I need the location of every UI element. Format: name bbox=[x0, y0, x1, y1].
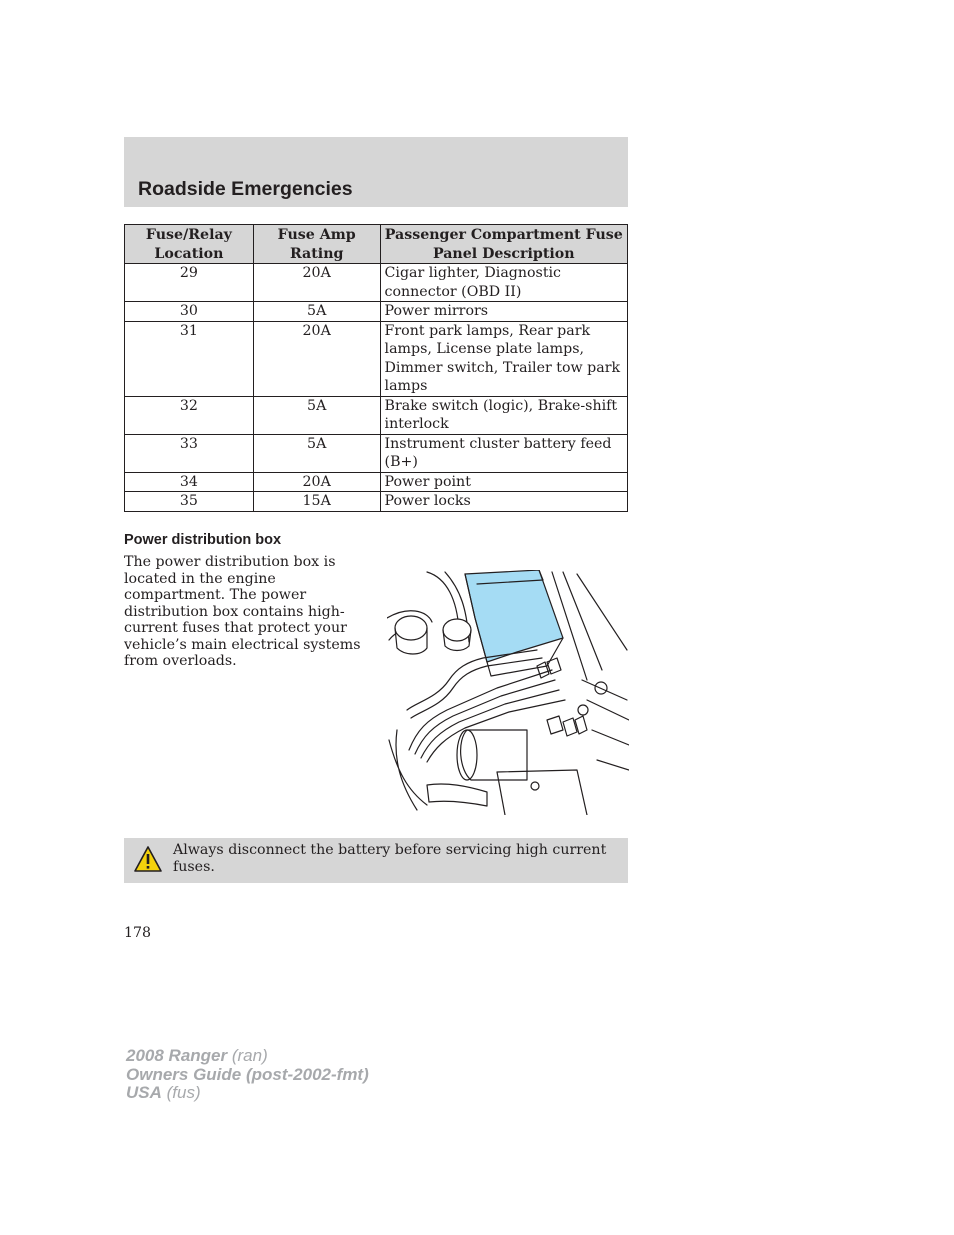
cell-location: 31 bbox=[125, 321, 254, 396]
subsection-heading: Power distribution box bbox=[124, 532, 282, 548]
cell-location: 35 bbox=[125, 492, 254, 512]
warning-triangle-icon bbox=[133, 845, 163, 873]
cell-location: 34 bbox=[125, 472, 254, 492]
footer-line-1: 2008 Ranger (ran) bbox=[126, 1046, 268, 1065]
cell-amp: 5A bbox=[253, 302, 380, 322]
section-title: Roadside Emergencies bbox=[138, 178, 353, 200]
cell-description: Power mirrors bbox=[380, 302, 627, 322]
cell-location: 32 bbox=[125, 396, 254, 434]
cell-amp: 20A bbox=[253, 264, 380, 302]
body-paragraph: The power distribution box is located in the engine compartment. The power distribution box contains high-current fuses that protect your vehicle’s main electrical systems from overloads. bbox=[124, 554, 361, 669]
table-header-row bbox=[125, 225, 628, 264]
power-distribution-box-illustration bbox=[387, 570, 629, 815]
cell-description: Cigar lighter, Diagnostic connector (OBD II) bbox=[380, 264, 627, 302]
table-row bbox=[125, 321, 628, 396]
cell-description: Instrument cluster battery feed (B+) bbox=[380, 434, 627, 472]
cell-location: 29 bbox=[125, 264, 254, 302]
warning-text: Always disconnect the battery before servicing high current fuses. bbox=[173, 842, 607, 875]
cell-description: Power point bbox=[380, 472, 627, 492]
column-header-amp: Fuse Amp Rating bbox=[253, 225, 380, 264]
page-number: 178 bbox=[124, 925, 152, 941]
cell-description: Front park lamps, Rear park lamps, License plate lamps, Dimmer switch, Trailer tow park lamps bbox=[380, 321, 627, 396]
cell-description: Brake switch (logic), Brake-shift interlock bbox=[380, 396, 627, 434]
column-header-location: Fuse/Relay Location bbox=[125, 225, 254, 264]
table-row bbox=[125, 396, 628, 434]
table-row bbox=[125, 492, 628, 512]
table-row bbox=[125, 472, 628, 492]
table-row bbox=[125, 434, 628, 472]
section-header-band bbox=[124, 137, 628, 207]
footer-line-2: Owners Guide (post-2002-fmt) bbox=[126, 1064, 369, 1084]
cell-location: 30 bbox=[125, 302, 254, 322]
cell-amp: 5A bbox=[253, 396, 380, 434]
cell-amp: 20A bbox=[253, 472, 380, 492]
table-row bbox=[125, 264, 628, 302]
footer bbox=[126, 1047, 369, 1103]
cell-description: Power locks bbox=[380, 492, 627, 512]
cell-amp: 5A bbox=[253, 434, 380, 472]
footer-line-3: USA (fus) bbox=[126, 1083, 201, 1102]
table-row bbox=[125, 302, 628, 322]
cell-amp: 15A bbox=[253, 492, 380, 512]
column-header-description: Passenger Compartment Fuse Panel Description bbox=[380, 225, 627, 264]
cell-amp: 20A bbox=[253, 321, 380, 396]
warning-box bbox=[124, 838, 628, 883]
cell-location: 33 bbox=[125, 434, 254, 472]
fuse-table bbox=[124, 224, 628, 512]
